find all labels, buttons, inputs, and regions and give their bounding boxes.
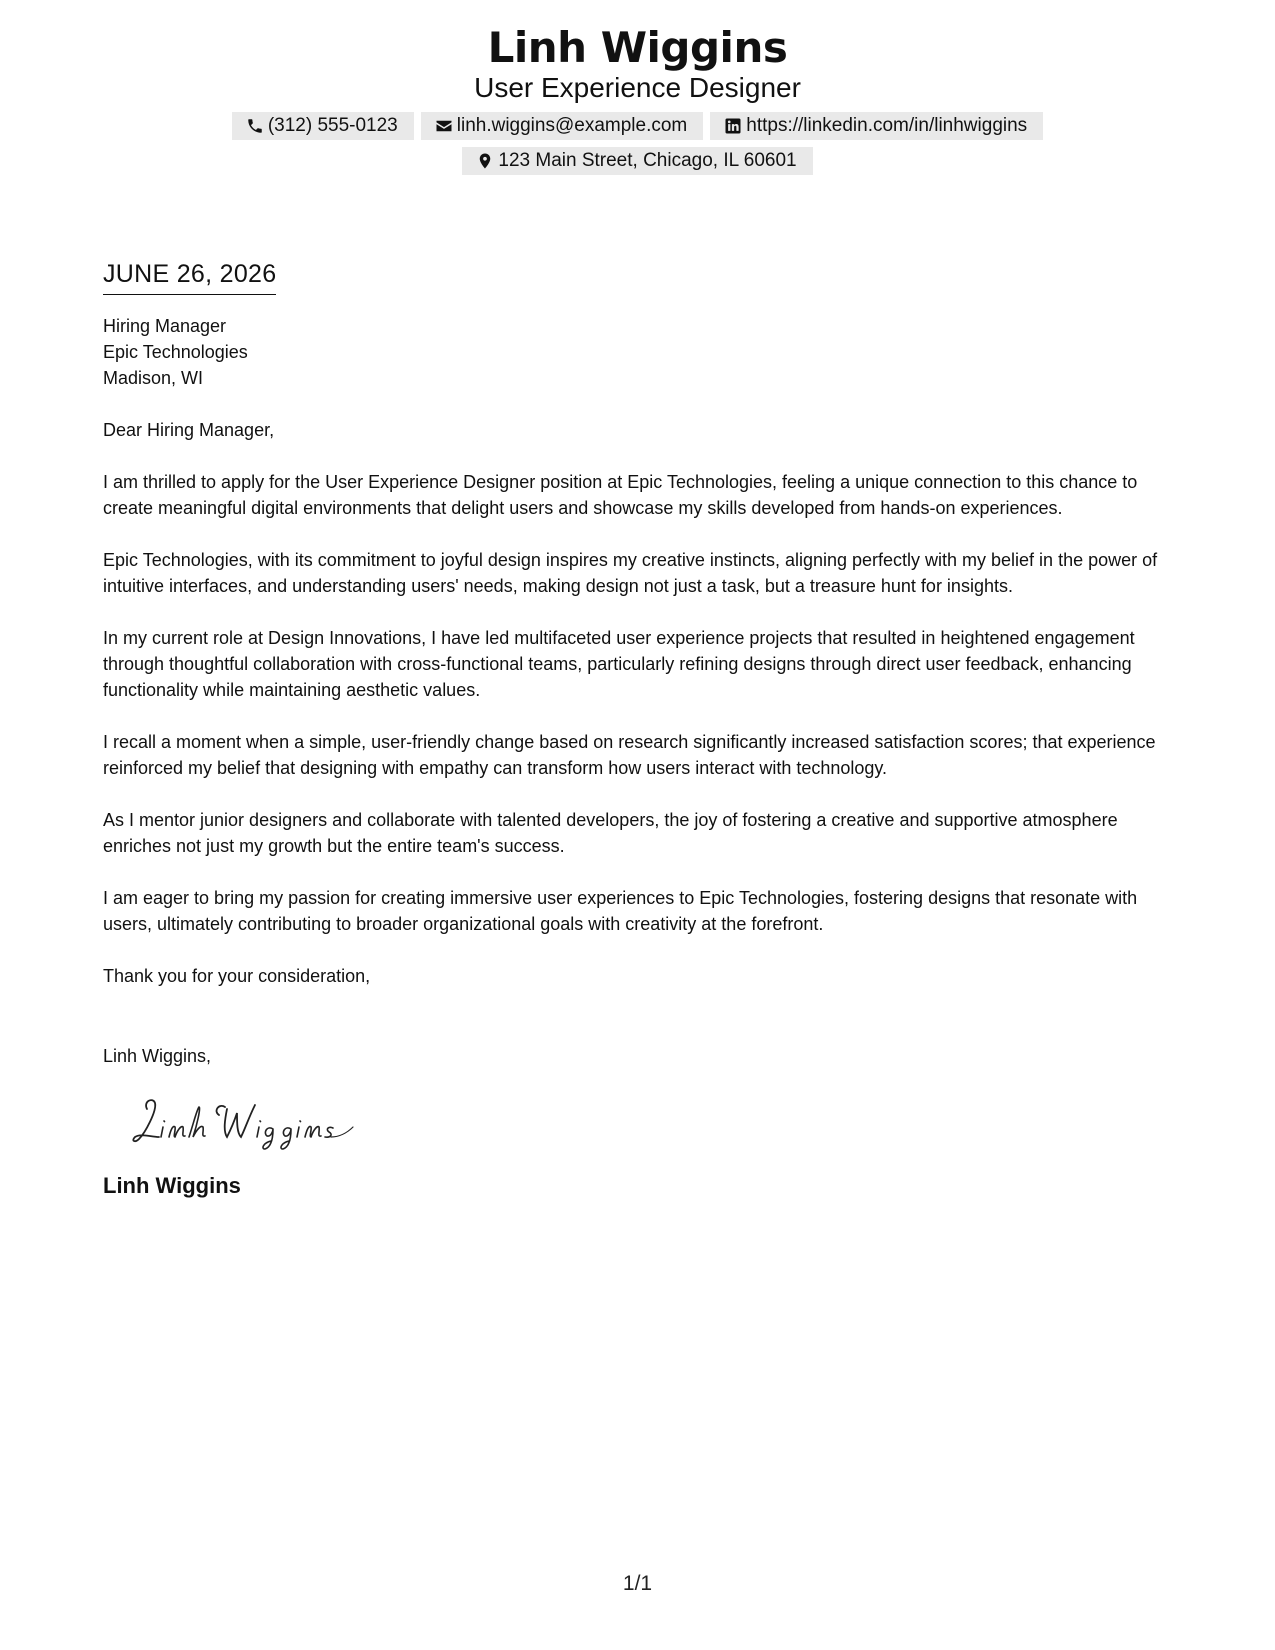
linkedin-icon xyxy=(724,117,742,135)
handwritten-signature xyxy=(125,1091,385,1151)
street-address: 123 Main Street, Chicago, IL 60601 xyxy=(498,150,797,171)
linkedin-chip[interactable] xyxy=(710,112,1043,140)
recipient-line: Madison, WI xyxy=(103,368,204,388)
phone-number: (312) 555-0123 xyxy=(267,115,398,136)
map-pin-icon xyxy=(476,152,494,170)
linkedin-url: https://linkedin.com/in/linhwiggins xyxy=(746,115,1028,136)
letter-header xyxy=(0,22,1275,175)
contact-row-primary xyxy=(0,112,1275,140)
salutation: Dear Hiring Manager, xyxy=(103,420,275,440)
body-paragraph: As I mentor junior designers and collaborate with talented developers, the joy of fostering a creative and supportive atmosphere enriches not just my growth but the entire team's success. xyxy=(103,810,1118,856)
email-address: linh.wiggins@example.com xyxy=(456,115,688,136)
recipient-line: Hiring Manager xyxy=(103,316,227,336)
applicant-name: Linh Wiggins xyxy=(487,23,788,72)
letter-body xyxy=(103,258,1178,1200)
body-paragraph: Epic Technologies, with its commitment to joyful design inspires my creative instincts, aligning perfectly with my belief in the power of intuitive interfaces, and understanding users' needs, making design not just a task, but a treasure hunt for insights. xyxy=(103,550,1158,596)
body-paragraph: I am eager to bring my passion for creating immersive user experiences to Epic Technologies, fostering designs that resonate with users, ultimately contributing to broader organizational goals with creativity at the forefront. xyxy=(103,888,1138,934)
letter-date: JUNE 26, 2026 xyxy=(103,258,276,295)
body-paragraph: I am thrilled to apply for the User Experience Designer position at Epic Technologies, feeling a unique connection to this chance to create meaningful digital environments that delight users and showcase my skills developed from hands-on experiences. xyxy=(103,472,1138,518)
body-paragraph: In my current role at Design Innovations, I have led multifaceted user experience projects that resulted in heightened engagement through thoughtful collaboration with cross-functional teams, particularly refining designs through direct user feedback, enhancing functionality while maintaining aesthetic values. xyxy=(103,628,1135,700)
applicant-title: User Experience Designer xyxy=(474,72,801,103)
body-paragraph: I recall a moment when a simple, user-friendly change based on research significantly increased satisfaction scores; that experience reinforced my belief that designing with empathy can transform how users interact with technology. xyxy=(103,732,1156,778)
phone-chip[interactable] xyxy=(232,112,414,140)
phone-icon xyxy=(246,117,264,135)
closing-line: Thank you for your consideration, xyxy=(103,966,371,986)
envelope-icon xyxy=(435,117,453,135)
address-chip xyxy=(462,147,812,175)
contact-row-secondary xyxy=(0,147,1275,175)
recipient-line: Epic Technologies xyxy=(103,342,248,362)
signoff-line: Linh Wiggins, xyxy=(103,1046,212,1066)
email-chip[interactable] xyxy=(421,112,704,140)
page-indicator: 1/1 xyxy=(622,1572,653,1595)
signed-name: Linh Wiggins xyxy=(103,1173,241,1198)
recipient-block xyxy=(103,313,1178,391)
